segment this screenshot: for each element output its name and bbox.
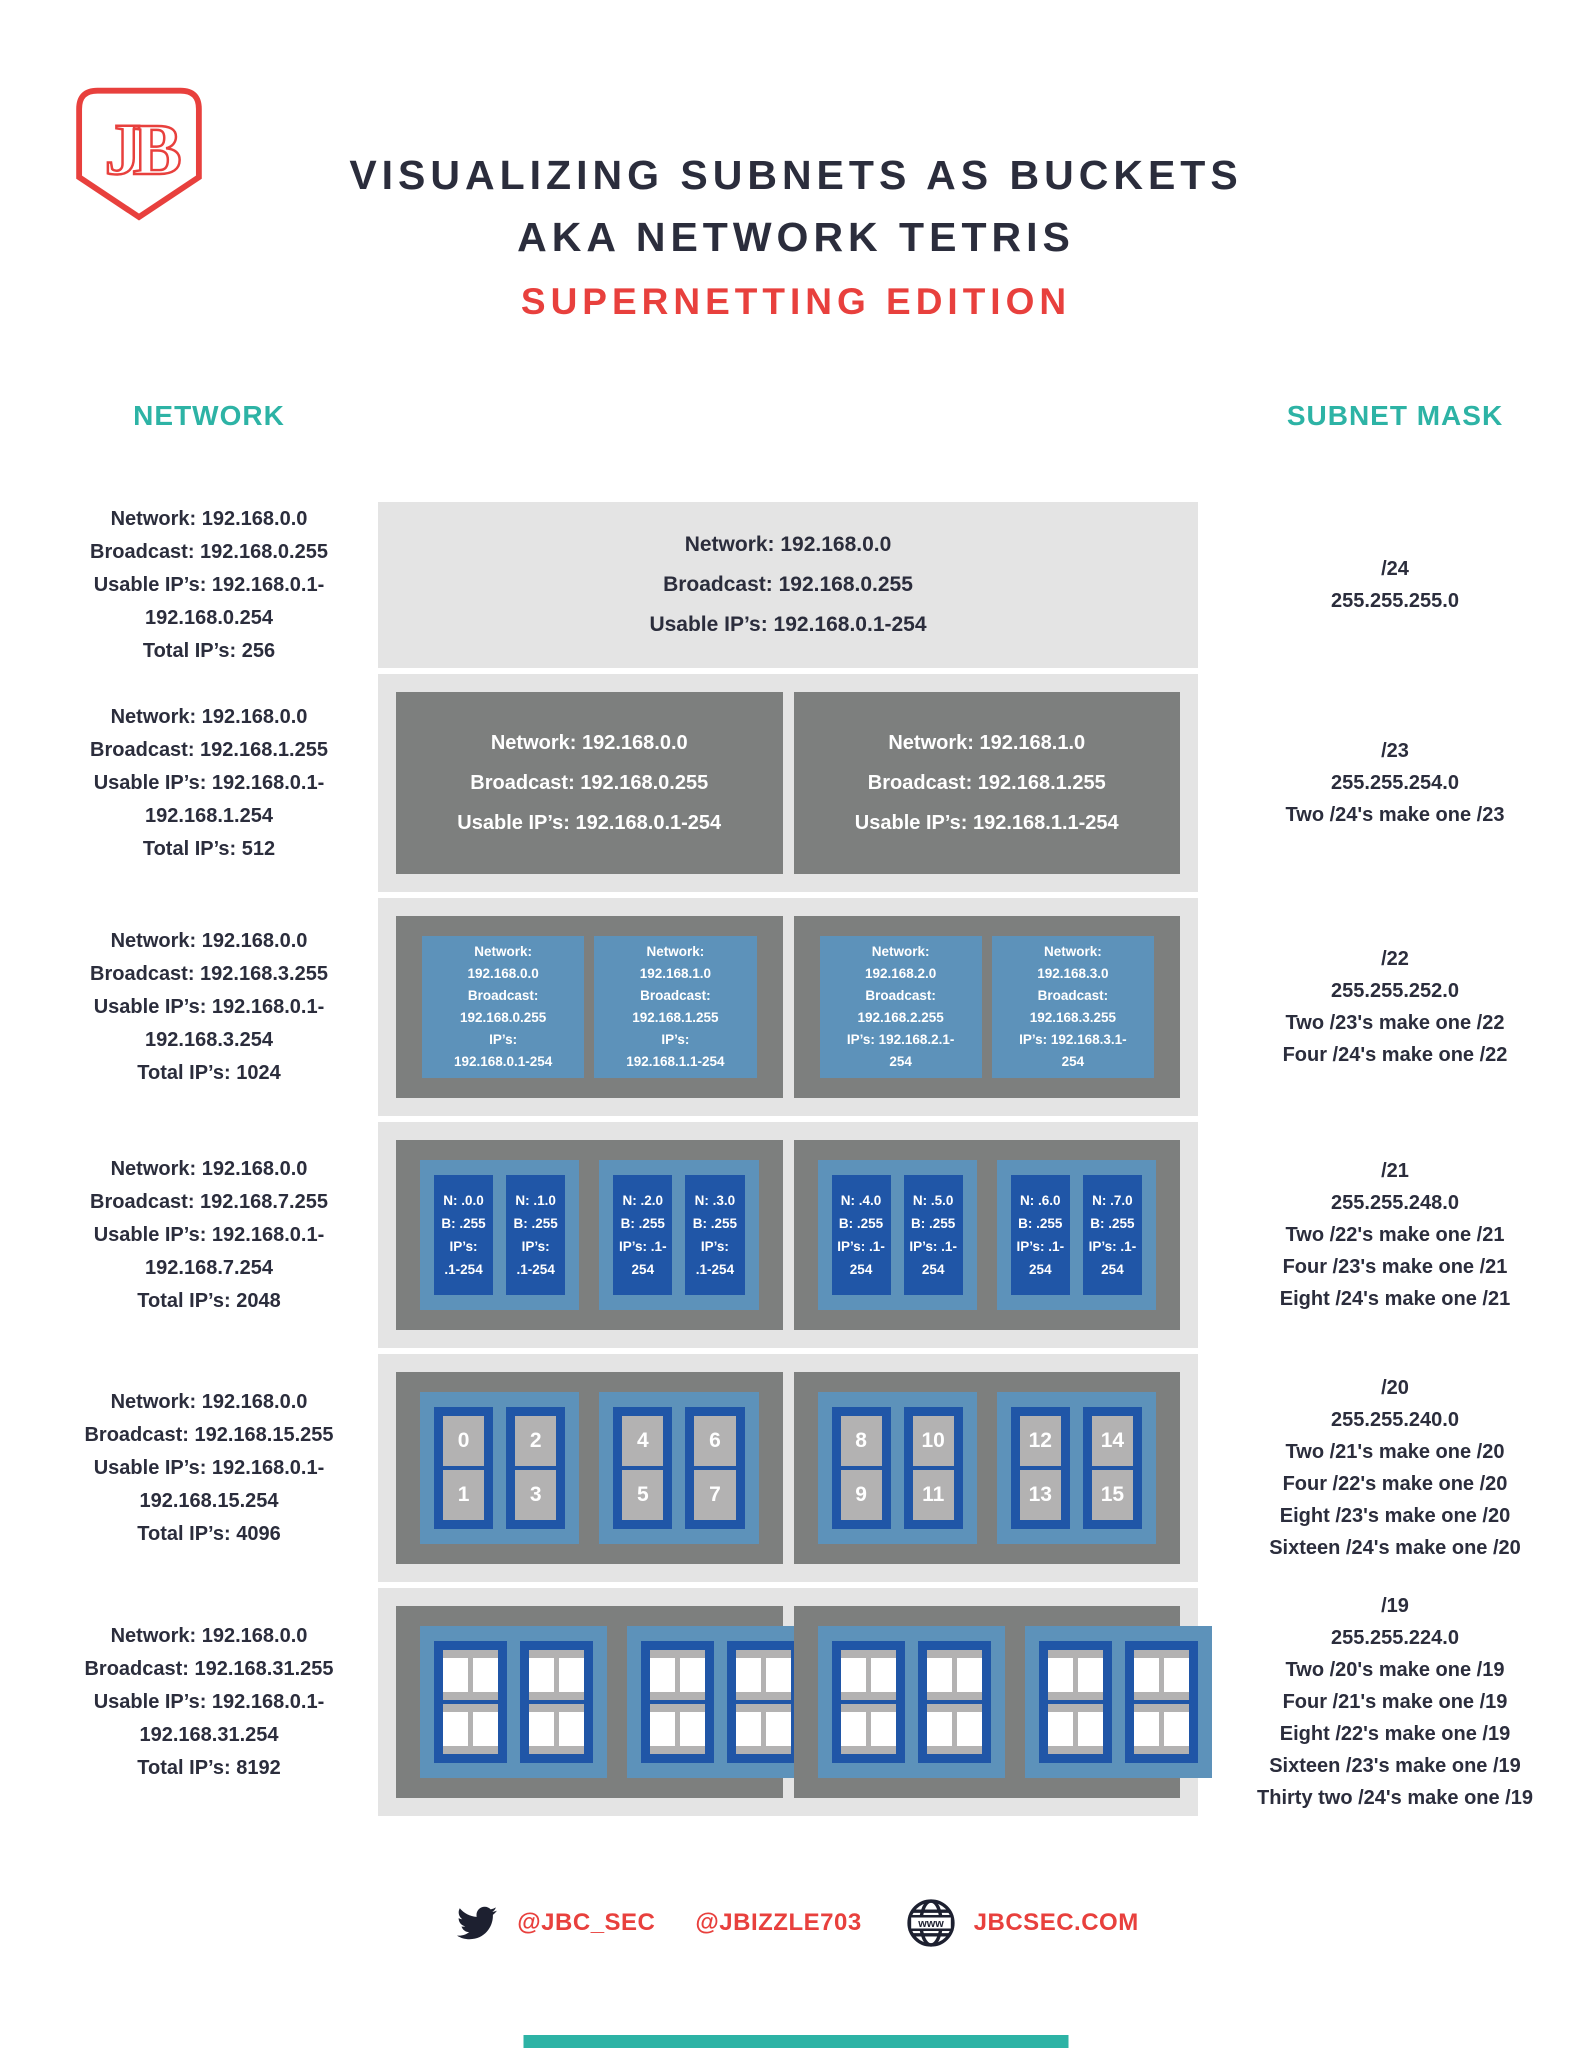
steel-group: [818, 1626, 1005, 1778]
logo-monogram-text: JB: [104, 108, 174, 190]
network-info-line: Broadcast: 192.168.0.255: [90, 540, 328, 563]
subnet-cell-line: Broadcast:: [640, 988, 711, 1003]
subnet-slot: [927, 1650, 982, 1700]
blue-subnet-cell: [613, 1407, 672, 1529]
mask-info-line: /19: [1381, 1595, 1409, 1617]
subnet-square: [1134, 1712, 1159, 1746]
subnet-square: [871, 1658, 896, 1692]
mask-info-line: Eight /22's make one /19: [1279, 1723, 1511, 1745]
subnet-cell-line: .1-254: [695, 1262, 735, 1277]
subnet-number-slot: 10: [913, 1416, 954, 1466]
subnet-cell-line: IP’s: .1-: [1016, 1239, 1065, 1254]
subnet-cell-line: Network:: [871, 944, 930, 959]
subnet-cell-line: N: .6.0: [1020, 1193, 1061, 1208]
blue-subnet-cell: [506, 1407, 565, 1529]
steel-subnet-cell: [594, 936, 756, 1078]
blue-subnet-cell: [685, 1407, 744, 1529]
subnet-slot: [841, 1650, 896, 1700]
subnet-square: [473, 1658, 498, 1692]
bucket-row-21: [378, 1122, 1198, 1348]
blue-subnet-cell: [1083, 1175, 1142, 1295]
blue-subnet-cell: [832, 1641, 905, 1763]
subnet-rows-grid: [40, 502, 1592, 1816]
subnet-cell-line: B: .255: [911, 1216, 956, 1231]
subnet-number-slot: 3: [515, 1470, 556, 1520]
subnet-square: [841, 1712, 866, 1746]
subnet-square: [1134, 1658, 1159, 1692]
subnet-number-slot: 7: [694, 1470, 735, 1520]
gray-bucket: [794, 1140, 1181, 1330]
subnet-slot: [529, 1704, 584, 1754]
subnet-cell-line: .1-254: [444, 1262, 483, 1277]
bottom-teal-bar: [524, 2035, 1069, 2048]
steel-group: [997, 1392, 1156, 1544]
subnet-cell-line: 254: [921, 1262, 945, 1277]
network-info-line: 192.168.7.254: [145, 1256, 273, 1279]
network-info-line: Network: 192.168.0.0: [110, 1157, 308, 1180]
subnet-cell-line: B: .255: [838, 1216, 884, 1231]
subnet-number-slot: 0: [443, 1416, 484, 1466]
gray-bucket: [794, 692, 1181, 874]
subnet-cell-line: Network:: [474, 944, 532, 959]
subnet-number-slot: 2: [515, 1416, 556, 1466]
subnet-cell-line: 254: [631, 1262, 655, 1277]
gray-bucket: [396, 916, 783, 1098]
blue-subnet-cell: [832, 1407, 891, 1529]
network-info-20: [40, 1354, 378, 1582]
mask-info-line: /23: [1381, 740, 1409, 762]
mask-info-line: Two /20's make one /19: [1285, 1659, 1505, 1681]
steel-subnet-cell: [820, 936, 982, 1078]
subnet-slot: [650, 1704, 705, 1754]
bucket-text-line: Network: 192.168.1.0: [888, 732, 1086, 754]
subnet-square: [443, 1658, 468, 1692]
network-info-line: Total IP’s: 4096: [137, 1522, 281, 1545]
subnet-square: [1078, 1658, 1103, 1692]
subnet-cell-line: IP’s: .1-: [1088, 1239, 1137, 1254]
steel-group: [818, 1392, 977, 1544]
network-info-23: [40, 674, 378, 892]
bucket-row-22: [378, 898, 1198, 1116]
mask-info-line: Sixteen /24's make one /20: [1269, 1537, 1521, 1559]
steel-group: [420, 1626, 607, 1778]
subnet-cell-line: N: .2.0: [622, 1193, 664, 1208]
subnet-square: [1048, 1712, 1073, 1746]
subnet-square: [871, 1712, 896, 1746]
network-info-line: Network: 192.168.0.0: [110, 1624, 308, 1647]
subnet-mask-column-header: SUBNET MASK: [1286, 400, 1504, 431]
blue-subnet-cell: [434, 1407, 493, 1529]
bucket-text-line: Usable IP’s: 192.168.1.1-254: [854, 812, 1119, 834]
bucket-text-line: Broadcast: 192.168.1.255: [867, 772, 1106, 794]
subnet-square: [529, 1658, 554, 1692]
subnet-square: [559, 1712, 584, 1746]
subnet-square: [841, 1658, 866, 1692]
blue-subnet-cell: [904, 1175, 963, 1295]
subnet-cell-line: 192.168.3.0: [1037, 966, 1109, 981]
steel-group: [420, 1160, 579, 1310]
subnet-cell-line: 254: [849, 1262, 873, 1277]
subnet-cell-line: 254: [1029, 1262, 1052, 1277]
subnet-cell-line: N: .4.0: [840, 1193, 882, 1208]
subnet-slot: [650, 1650, 705, 1700]
title-line-2: AKA NETWORK TETRIS: [517, 214, 1075, 260]
mask-info-line: Sixteen /23's make one /19: [1269, 1755, 1521, 1777]
subnet-number-slot: 5: [622, 1470, 663, 1520]
mask-info-22: [1198, 898, 1592, 1116]
network-info-line: Network: 192.168.0.0: [110, 929, 308, 952]
network-info-line: Usable IP’s: 192.168.0.1-: [93, 1223, 325, 1246]
network-info-line: Usable IP’s: 192.168.0.1-: [93, 573, 325, 596]
subnet-cell-line: 192.168.2.0: [864, 966, 937, 981]
subnet-cell-line: N: .7.0: [1092, 1193, 1133, 1208]
subnet-cell-line: 192.168.1.0: [639, 966, 712, 981]
mask-info-line: Eight /24's make one /21: [1279, 1288, 1511, 1310]
subnet-slot: [1048, 1650, 1103, 1700]
blue-subnet-cell: [434, 1641, 507, 1763]
subnet-square: [1164, 1658, 1189, 1692]
subnet-cell-line: B: .255: [441, 1216, 486, 1231]
network-info-line: Total IP’s: 8192: [137, 1756, 281, 1779]
mask-info-line: Two /21's make one /20: [1285, 1441, 1505, 1463]
subnet-cell-line: Network:: [646, 944, 705, 959]
mask-info-line: Two /22's make one /21: [1285, 1224, 1505, 1246]
mask-info-line: 255.255.254.0: [1331, 772, 1459, 794]
subnet-number-slot: 8: [841, 1416, 882, 1466]
mask-info-line: Four /21's make one /19: [1282, 1691, 1508, 1713]
subnet-number-slot: 4: [622, 1416, 663, 1466]
blue-subnet-cell: [520, 1641, 593, 1763]
subnet-cell-line: IP’s:: [700, 1239, 729, 1254]
network-info-line: Broadcast: 192.168.15.255: [84, 1423, 334, 1446]
twitter-handle-2: @JBIZZLE703: [695, 1909, 862, 1936]
network-info-line: Total IP’s: 1024: [137, 1061, 281, 1084]
subnet-square: [736, 1712, 761, 1746]
network-info-line: Network: 192.168.0.0: [110, 1390, 308, 1413]
blue-subnet-cell: [832, 1175, 891, 1295]
mask-info-line: Two /24's make one /23: [1285, 804, 1505, 826]
bucket-text-line: Broadcast: 192.168.0.255: [470, 772, 709, 794]
network-info-24: [40, 502, 378, 668]
mask-info-line: Four /22's make one /20: [1282, 1473, 1508, 1495]
blue-subnet-cell: [1039, 1641, 1112, 1763]
subnet-cell-line: 192.168.1.255: [632, 1010, 719, 1025]
subnet-cell-line: 192.168.2.255: [857, 1010, 944, 1025]
mask-info-line: 255.255.248.0: [1331, 1192, 1459, 1214]
bucket-text-line: Network: 192.168.0.0: [684, 533, 892, 556]
network-info-line: Broadcast: 192.168.31.255: [84, 1657, 334, 1680]
subnet-cell-line: N: .1.0: [515, 1193, 556, 1208]
network-info-line: Broadcast: 192.168.3.255: [90, 962, 328, 985]
gray-bucket: [396, 1140, 783, 1330]
subnet-cell-line: .1-254: [516, 1262, 555, 1277]
subnet-number-slot: 12: [1020, 1416, 1061, 1466]
subnet-square: [1048, 1658, 1073, 1692]
network-info-line: Usable IP’s: 192.168.0.1-: [93, 1690, 325, 1713]
subnet-slot: [1048, 1704, 1103, 1754]
subnet-cell-line: IP’s: .1-: [837, 1239, 885, 1254]
subnet-number-slot: 1: [443, 1470, 484, 1520]
subnet-square: [529, 1712, 554, 1746]
subnet-number-slot: 6: [694, 1416, 735, 1466]
bucket-text-line: Broadcast: 192.168.0.255: [663, 573, 913, 596]
network-info-line: 192.168.15.254: [139, 1489, 279, 1512]
twitter-bird-icon: [453, 1903, 501, 1943]
subnet-square: [766, 1658, 791, 1692]
mask-info-line: Four /23's make one /21: [1282, 1256, 1508, 1278]
blue-subnet-cell: [613, 1175, 672, 1295]
subnet-cell-line: N: .0.0: [443, 1193, 484, 1208]
blue-subnet-cell: [918, 1641, 991, 1763]
network-column-header: NETWORK: [133, 400, 285, 431]
network-info-line: 192.168.31.254: [139, 1723, 279, 1746]
blue-subnet-cell: [506, 1175, 565, 1295]
network-info-line: 192.168.3.254: [145, 1028, 273, 1051]
blue-subnet-cell: [641, 1641, 714, 1763]
mask-info-line: /21: [1381, 1160, 1409, 1182]
subnet-cell-line: B: .255: [1090, 1216, 1135, 1231]
subnet-square: [680, 1658, 705, 1692]
mask-info-21: [1198, 1122, 1592, 1348]
subnet-cell-line: 254: [1101, 1262, 1124, 1277]
steel-group: [818, 1160, 977, 1310]
gray-bucket: [794, 1606, 1181, 1798]
steel-group: [997, 1160, 1156, 1310]
subnet-cell-line: 192.168.0.0: [467, 966, 539, 981]
subnet-cell-line: 254: [889, 1054, 912, 1069]
subnet-cell-line: 254: [1061, 1054, 1085, 1069]
gray-bucket: [794, 1372, 1181, 1564]
blue-subnet-cell: [904, 1407, 963, 1529]
mask-info-line: Four /24's make one /22: [1282, 1044, 1508, 1066]
subnet-number-slot: 13: [1020, 1470, 1061, 1520]
subnet-cell-line: 192.168.0.1-254: [453, 1054, 553, 1069]
subnet-cell-line: IP’s:: [489, 1032, 518, 1047]
subnet-square: [736, 1658, 761, 1692]
subnet-cell-line: N: .5.0: [912, 1193, 954, 1208]
network-info-line: Usable IP’s: 192.168.0.1-: [93, 995, 325, 1018]
subnet-cell-line: IP’s:: [521, 1239, 550, 1254]
gray-bucket: [396, 1372, 783, 1564]
title-line-1: VISUALIZING SUBNETS AS BUCKETS: [349, 152, 1243, 198]
network-info-line: Total IP’s: 256: [142, 639, 276, 662]
network-info-line: Network: 192.168.0.0: [110, 507, 308, 530]
subnet-square: [650, 1712, 675, 1746]
blue-subnet-cell: [1125, 1641, 1198, 1763]
mask-info-line: /22: [1381, 948, 1409, 970]
network-info-line: 192.168.1.254: [145, 804, 273, 827]
subnet-cell-line: B: .255: [692, 1216, 738, 1231]
title-block: [0, 152, 1592, 323]
steel-group: [599, 1392, 758, 1544]
bucket-row-24: [378, 502, 1198, 668]
subnet-cell-line: Broadcast:: [1037, 988, 1109, 1003]
bucket-row-19: [378, 1588, 1198, 1816]
website-url: JBCSEC.COM: [973, 1909, 1139, 1936]
subnet-cell-line: Network:: [1043, 944, 1102, 959]
steel-subnet-cell: [992, 936, 1154, 1078]
subnet-cell-line: Broadcast:: [865, 988, 936, 1003]
gray-bucket: [396, 692, 783, 874]
subnet-number-slot: 11: [913, 1470, 954, 1520]
mask-info-19: [1198, 1588, 1592, 1816]
network-info-line: 192.168.0.254: [145, 606, 273, 629]
subnet-cell-line: IP’s:: [661, 1032, 690, 1047]
network-info-line: Broadcast: 192.168.1.255: [90, 738, 328, 761]
subnet-square: [766, 1712, 791, 1746]
network-info-line: Network: 192.168.0.0: [110, 705, 308, 728]
subnet-cell-line: IP’s: .1-: [909, 1239, 957, 1254]
subnet-slot: [1134, 1650, 1189, 1700]
mask-info-line: 255.255.255.0: [1331, 590, 1459, 612]
subnet-cell-line: 192.168.0.255: [459, 1010, 547, 1025]
blue-subnet-cell: [685, 1175, 744, 1295]
subnet-square: [650, 1658, 675, 1692]
subnet-square: [927, 1712, 952, 1746]
bucket-row-23: [378, 674, 1198, 892]
steel-group: [1025, 1626, 1212, 1778]
subnet-cell-line: B: .255: [513, 1216, 558, 1231]
subnet-cell-line: IP’s: 192.168.2.1-: [846, 1032, 955, 1047]
steel-subnet-cell: [422, 936, 584, 1078]
steel-group: [420, 1392, 579, 1544]
mask-info-20: [1198, 1354, 1592, 1582]
mask-info-line: /20: [1381, 1377, 1409, 1399]
subnet-cell-line: IP’s:: [449, 1239, 478, 1254]
subnet-number-slot: 14: [1092, 1416, 1133, 1466]
subnet-cell-line: Broadcast:: [467, 988, 539, 1003]
subnet-square: [1078, 1712, 1103, 1746]
subnet-slot: [736, 1704, 791, 1754]
subnet-slot: [443, 1704, 498, 1754]
mask-info-line: 255.255.252.0: [1331, 980, 1459, 1002]
subnet-square: [559, 1658, 584, 1692]
subnet-slot: [443, 1650, 498, 1700]
subnet-square: [680, 1712, 705, 1746]
subnet-square: [957, 1712, 982, 1746]
subnet-slot: [1134, 1704, 1189, 1754]
gray-bucket: [794, 916, 1181, 1098]
network-info-22: [40, 898, 378, 1116]
subnet-cell-line: IP’s: .1-: [619, 1239, 667, 1254]
subnet-cell-line: IP’s: 192.168.3.1-: [1019, 1032, 1127, 1047]
network-info-line: Usable IP’s: 192.168.0.1-: [93, 771, 325, 794]
subnet-square: [927, 1658, 952, 1692]
subnet-cell-line: B: .255: [620, 1216, 665, 1231]
subnet-square: [1164, 1712, 1189, 1746]
network-info-line: Usable IP’s: 192.168.0.1-: [93, 1456, 325, 1479]
twitter-handle-1: @JBC_SEC: [517, 1909, 656, 1936]
title-line-3: SUPERNETTING EDITION: [520, 281, 1072, 322]
subnet-cell-line: 192.168.3.255: [1029, 1010, 1117, 1025]
mask-info-line: Two /23's make one /22: [1285, 1012, 1505, 1034]
subnet-cell-line: 192.168.1.1-254: [626, 1054, 725, 1069]
subnet-slot: [529, 1650, 584, 1700]
network-info-line: Broadcast: 192.168.7.255: [90, 1190, 328, 1213]
steel-group: [627, 1626, 814, 1778]
blue-subnet-cell: [727, 1641, 800, 1763]
subnet-slot: [841, 1704, 896, 1754]
mask-info-line: 255.255.224.0: [1331, 1627, 1459, 1649]
network-info-19: [40, 1588, 378, 1816]
globe-www-icon: [904, 1896, 958, 1950]
subnet-slot: [736, 1650, 791, 1700]
subnet-slot: [927, 1704, 982, 1754]
mask-info-line: Thirty two /24's make one /19: [1257, 1787, 1533, 1809]
footer: [0, 1896, 1592, 1950]
network-info-21: [40, 1122, 378, 1348]
gray-bucket: [396, 1606, 783, 1798]
subnet-square: [957, 1658, 982, 1692]
blue-subnet-cell: [434, 1175, 493, 1295]
subnet-square: [473, 1712, 498, 1746]
bucket-row-20: [378, 1354, 1198, 1582]
subnet-square: [443, 1712, 468, 1746]
mask-info-line: /24: [1381, 558, 1409, 580]
steel-group: [599, 1160, 758, 1310]
subnet-cell-line: N: .3.0: [694, 1193, 736, 1208]
mask-info-line: 255.255.240.0: [1331, 1409, 1459, 1431]
blue-subnet-cell: [1083, 1407, 1142, 1529]
blue-subnet-cell: [1011, 1407, 1070, 1529]
mask-info-23: [1198, 674, 1592, 892]
mask-info-line: Eight /23's make one /20: [1279, 1505, 1511, 1527]
bucket-text-line: Usable IP’s: 192.168.0.1-254: [457, 812, 722, 834]
network-info-line: Total IP’s: 512: [142, 837, 276, 860]
svg-text:www: www: [917, 1918, 944, 1931]
subnet-number-slot: 9: [841, 1470, 882, 1520]
network-info-line: Total IP’s: 2048: [137, 1289, 281, 1312]
subnet-cell-line: B: .255: [1018, 1216, 1063, 1231]
bucket-text-line: Usable IP’s: 192.168.0.1-254: [649, 613, 927, 636]
subnet-number-slot: 15: [1092, 1470, 1133, 1520]
mask-info-24: [1198, 502, 1592, 668]
blue-subnet-cell: [1011, 1175, 1070, 1295]
bucket-text-line: Network: 192.168.0.0: [490, 732, 688, 754]
